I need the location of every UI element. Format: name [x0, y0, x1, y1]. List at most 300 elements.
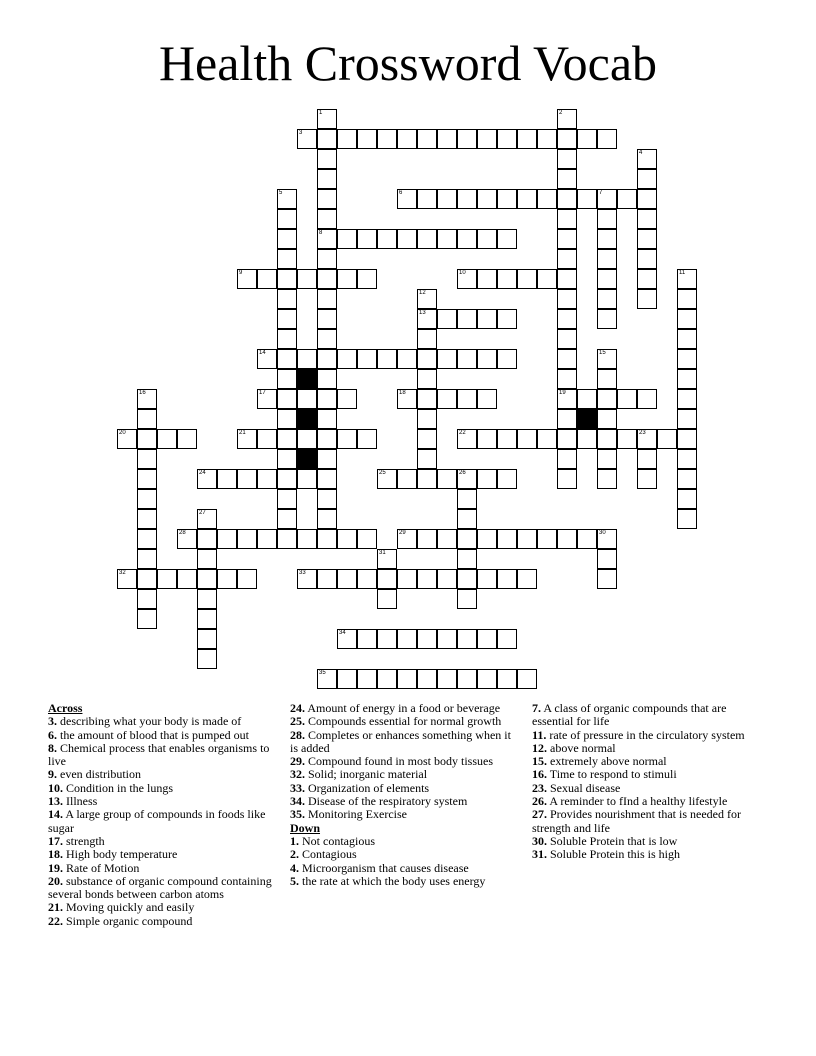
crossword-cell[interactable]: [197, 589, 217, 609]
crossword-cell[interactable]: [317, 389, 337, 409]
crossword-cell[interactable]: [637, 149, 657, 169]
crossword-cell[interactable]: [277, 229, 297, 249]
crossword-cell[interactable]: [257, 469, 277, 489]
crossword-cell[interactable]: [317, 229, 337, 249]
crossword-cell[interactable]: [557, 349, 577, 369]
crossword-cell[interactable]: [317, 169, 337, 189]
crossword-cell[interactable]: [277, 529, 297, 549]
crossword-cell[interactable]: [277, 409, 297, 429]
crossword-cell[interactable]: [597, 549, 617, 569]
crossword-cell[interactable]: [277, 269, 297, 289]
crossword-cell[interactable]: [557, 149, 577, 169]
crossword-cell[interactable]: [517, 429, 537, 449]
crossword-cell[interactable]: [477, 429, 497, 449]
clue-number-label: 18.: [48, 847, 63, 862]
crossword-cell[interactable]: [137, 609, 157, 629]
crossword-cell[interactable]: [517, 269, 537, 289]
crossword-cell[interactable]: [277, 349, 297, 369]
crossword-cell[interactable]: [137, 429, 157, 449]
crossword-cell[interactable]: [437, 529, 457, 549]
crossword-cell[interactable]: [477, 129, 497, 149]
crossword-cell[interactable]: [137, 449, 157, 469]
crossword-cell[interactable]: [317, 469, 337, 489]
crossword-cell[interactable]: [317, 449, 337, 469]
crossword-cell[interactable]: [557, 469, 577, 489]
clue-number-label: 26.: [532, 794, 547, 809]
crossword-cell[interactable]: [237, 529, 257, 549]
crossword-cell[interactable]: [557, 369, 577, 389]
crossword-cell[interactable]: [497, 669, 517, 689]
crossword-cell[interactable]: [417, 129, 437, 149]
crossword-cell[interactable]: [477, 569, 497, 589]
crossword-cell[interactable]: [597, 389, 617, 409]
crossword-cell[interactable]: [477, 629, 497, 649]
across-clue: [48, 782, 276, 795]
crossword-cell[interactable]: [397, 629, 417, 649]
crossword-cell[interactable]: [497, 229, 517, 249]
crossword-cell[interactable]: [297, 129, 317, 149]
crossword-cell[interactable]: [297, 389, 317, 409]
clue-number: 12: [419, 290, 426, 296]
crossword-cell[interactable]: [457, 129, 477, 149]
clue-number: 35: [319, 670, 326, 676]
crossword-cell[interactable]: [377, 349, 397, 369]
crossword-cell[interactable]: [557, 449, 577, 469]
crossword-cell[interactable]: [497, 529, 517, 549]
crossword-cell[interactable]: [137, 469, 157, 489]
crossword-cell[interactable]: [137, 489, 157, 509]
crossword-cell[interactable]: [417, 469, 437, 489]
crossword-cell[interactable]: [517, 189, 537, 209]
crossword-cell[interactable]: [197, 509, 217, 529]
crossword-cell[interactable]: [557, 429, 577, 449]
crossword-cell[interactable]: [277, 449, 297, 469]
crossword-cell[interactable]: [457, 529, 477, 549]
crossword-cell[interactable]: [497, 129, 517, 149]
crossword-cell[interactable]: [477, 469, 497, 489]
crossword-cell[interactable]: [477, 349, 497, 369]
crossword-cell[interactable]: [297, 349, 317, 369]
crossword-cell[interactable]: [457, 269, 477, 289]
crossword-cell[interactable]: [517, 569, 537, 589]
crossword-cell[interactable]: [597, 309, 617, 329]
crossword-cell[interactable]: [597, 349, 617, 369]
across-heading: Across: [48, 701, 83, 715]
crossword-cell[interactable]: [197, 629, 217, 649]
crossword-cell[interactable]: [417, 389, 437, 409]
crossword-cell[interactable]: [457, 229, 477, 249]
crossword-cell[interactable]: [417, 349, 437, 369]
crossword-cell[interactable]: [597, 449, 617, 469]
crossword-cell[interactable]: [357, 129, 377, 149]
crossword-cell[interactable]: [417, 409, 437, 429]
crossword-cell[interactable]: [277, 389, 297, 409]
crossword-cell[interactable]: [637, 429, 657, 449]
crossword-cell[interactable]: [317, 189, 337, 209]
crossword-cell[interactable]: [257, 349, 277, 369]
crossword-cell[interactable]: [437, 569, 457, 589]
crossword-cell[interactable]: [137, 529, 157, 549]
crossword-cell[interactable]: [257, 529, 277, 549]
crossword-cell[interactable]: [137, 589, 157, 609]
crossword-cell[interactable]: [557, 209, 577, 229]
crossword-cell[interactable]: [557, 389, 577, 409]
crossword-cell[interactable]: [337, 629, 357, 649]
crossword-cell[interactable]: [537, 269, 557, 289]
crossword-cell[interactable]: [317, 209, 337, 229]
crossword-cell[interactable]: [477, 189, 497, 209]
crossword-cell[interactable]: [317, 569, 337, 589]
crossword-cell[interactable]: [337, 669, 357, 689]
crossword-cell[interactable]: [317, 349, 337, 369]
clue-number-label: 3.: [48, 714, 57, 729]
crossword-cell[interactable]: [437, 229, 457, 249]
crossword-cell[interactable]: [477, 389, 497, 409]
crossword-cell[interactable]: [177, 529, 197, 549]
crossword-cell[interactable]: [677, 429, 697, 449]
crossword-cell[interactable]: [397, 569, 417, 589]
crossword-cell[interactable]: [377, 629, 397, 649]
crossword-cell[interactable]: [437, 129, 457, 149]
crossword-cell[interactable]: [677, 309, 697, 329]
crossword-cell[interactable]: [417, 289, 437, 309]
crossword-cell[interactable]: [357, 669, 377, 689]
crossword-cell[interactable]: [117, 569, 137, 589]
crossword-cell[interactable]: [577, 389, 597, 409]
crossword-cell[interactable]: [457, 489, 477, 509]
crossword-cell[interactable]: [597, 129, 617, 149]
crossword-cell[interactable]: [337, 129, 357, 149]
crossword-cell[interactable]: [177, 569, 197, 589]
crossword-cell[interactable]: [337, 269, 357, 289]
crossword-cell[interactable]: [597, 189, 617, 209]
crossword-cell[interactable]: [677, 389, 697, 409]
crossword-cell[interactable]: [417, 189, 437, 209]
down-clue: [532, 795, 762, 808]
crossword-cell[interactable]: [137, 509, 157, 529]
crossword-cell[interactable]: [417, 309, 437, 329]
crossword-cell[interactable]: [217, 469, 237, 489]
crossword-cell[interactable]: [457, 569, 477, 589]
crossword-cell[interactable]: [677, 469, 697, 489]
crossword-cell[interactable]: [117, 429, 137, 449]
crossword-cell[interactable]: [397, 349, 417, 369]
crossword-cell[interactable]: [417, 669, 437, 689]
crossword-cell[interactable]: [297, 569, 317, 589]
crossword-cell[interactable]: [517, 529, 537, 549]
crossword-cell[interactable]: [457, 349, 477, 369]
crossword-cell[interactable]: [557, 109, 577, 129]
crossword-cell[interactable]: [497, 309, 517, 329]
crossword-cell[interactable]: [637, 209, 657, 229]
crossword-cell[interactable]: [277, 429, 297, 449]
crossword-cell[interactable]: [337, 569, 357, 589]
crossword-cell[interactable]: [437, 389, 457, 409]
crossword-cell[interactable]: [557, 309, 577, 329]
crossword-cell[interactable]: [377, 129, 397, 149]
clue-number: 24: [199, 470, 206, 476]
crossword-cell[interactable]: [677, 289, 697, 309]
crossword-cell[interactable]: [597, 229, 617, 249]
crossword-cell[interactable]: [557, 529, 577, 549]
crossword-cell[interactable]: [197, 569, 217, 589]
crossword-cell[interactable]: [677, 409, 697, 429]
crossword-cell[interactable]: [357, 629, 377, 649]
crossword-cell[interactable]: [597, 269, 617, 289]
crossword-cell[interactable]: [317, 109, 337, 129]
crossword-cell[interactable]: [377, 669, 397, 689]
crossword-cell[interactable]: [377, 469, 397, 489]
crossword-cell[interactable]: [457, 509, 477, 529]
clue-number-label: 28.: [290, 727, 305, 742]
crossword-cell[interactable]: [137, 409, 157, 429]
crossword-cell[interactable]: [457, 669, 477, 689]
crossword-cell[interactable]: [677, 509, 697, 529]
crossword-cell[interactable]: [337, 229, 357, 249]
crossword-cell[interactable]: [577, 129, 597, 149]
crossword-cell[interactable]: [417, 229, 437, 249]
crossword-cell[interactable]: [377, 589, 397, 609]
crossword-cell[interactable]: [677, 349, 697, 369]
crossword-cell[interactable]: [377, 229, 397, 249]
crossword-cell[interactable]: [217, 529, 237, 549]
crossword-cell[interactable]: [277, 309, 297, 329]
crossword-cell[interactable]: [537, 129, 557, 149]
crossword-cell[interactable]: [237, 429, 257, 449]
crossword-cell[interactable]: [177, 429, 197, 449]
crossword-cell[interactable]: [277, 209, 297, 229]
crossword-cell[interactable]: [557, 329, 577, 349]
crossword-cell[interactable]: [397, 229, 417, 249]
crossword-cell[interactable]: [197, 649, 217, 669]
crossword-cell[interactable]: [437, 629, 457, 649]
crossword-cell[interactable]: [457, 589, 477, 609]
crossword-cell[interactable]: [157, 429, 177, 449]
crossword-cell[interactable]: [457, 309, 477, 329]
crossword-cell[interactable]: [437, 189, 457, 209]
crossword-cell[interactable]: [417, 369, 437, 389]
crossword-cell[interactable]: [637, 269, 657, 289]
crossword-cell[interactable]: [277, 489, 297, 509]
crossword-cell[interactable]: [657, 429, 677, 449]
crossword-cell[interactable]: [677, 369, 697, 389]
crossword-cell[interactable]: [317, 149, 337, 169]
crossword-cell[interactable]: [597, 569, 617, 589]
crossword-cell[interactable]: [577, 429, 597, 449]
crossword-cell[interactable]: [277, 289, 297, 309]
crossword-cell[interactable]: [397, 529, 417, 549]
crossword-cell[interactable]: [357, 569, 377, 589]
crossword-cell[interactable]: [557, 229, 577, 249]
crossword-cell[interactable]: [157, 569, 177, 589]
crossword-cell[interactable]: [397, 669, 417, 689]
crossword-cell[interactable]: [417, 429, 437, 449]
crossword-cell[interactable]: [597, 469, 617, 489]
crossword-cell[interactable]: [517, 129, 537, 149]
crossword-cell[interactable]: [257, 389, 277, 409]
crossword-cell[interactable]: [237, 569, 257, 589]
crossword-cell[interactable]: [317, 509, 337, 529]
crossword-cell[interactable]: [297, 529, 317, 549]
crossword-cell[interactable]: [277, 369, 297, 389]
across-clue: [48, 835, 276, 848]
crossword-cell[interactable]: [377, 569, 397, 589]
crossword-cell[interactable]: [597, 249, 617, 269]
crossword-cell[interactable]: [677, 449, 697, 469]
crossword-cell[interactable]: [317, 669, 337, 689]
crossword-cell[interactable]: [297, 269, 317, 289]
crossword-cell[interactable]: [437, 349, 457, 369]
crossword-cell[interactable]: [277, 469, 297, 489]
clue-number: 22: [459, 430, 466, 436]
crossword-cell[interactable]: [277, 509, 297, 529]
crossword-cell[interactable]: [437, 669, 457, 689]
crossword-cell[interactable]: [497, 469, 517, 489]
crossword-cell[interactable]: [497, 429, 517, 449]
crossword-cell[interactable]: [637, 229, 657, 249]
crossword-cell[interactable]: [217, 569, 237, 589]
crossword-cell[interactable]: [377, 549, 397, 569]
crossword-cell[interactable]: [317, 489, 337, 509]
crossword-cell[interactable]: [617, 189, 637, 209]
crossword-cell[interactable]: [317, 249, 337, 269]
clue-number-label: 16.: [532, 767, 547, 782]
crossword-cell[interactable]: [237, 469, 257, 489]
crossword-cell[interactable]: [317, 129, 337, 149]
crossword-cell[interactable]: [497, 349, 517, 369]
crossword-cell[interactable]: [397, 389, 417, 409]
crossword-cell[interactable]: [337, 349, 357, 369]
crossword-cell[interactable]: [137, 569, 157, 589]
crossword-cell[interactable]: [357, 349, 377, 369]
clue-number-label: 2.: [290, 847, 299, 862]
crossword-cell[interactable]: [397, 129, 417, 149]
crossword-cell[interactable]: [457, 389, 477, 409]
crossword-cell[interactable]: [597, 529, 617, 549]
crossword-cell[interactable]: [397, 469, 417, 489]
crossword-cell[interactable]: [537, 429, 557, 449]
crossword-cell[interactable]: [557, 169, 577, 189]
crossword-cell[interactable]: [317, 289, 337, 309]
crossword-cell[interactable]: [557, 269, 577, 289]
crossword-cell[interactable]: [597, 369, 617, 389]
crossword-cell[interactable]: [577, 529, 597, 549]
crossword-cell[interactable]: [557, 249, 577, 269]
crossword-cell[interactable]: [637, 449, 657, 469]
crossword-cell[interactable]: [577, 189, 597, 209]
crossword-cell[interactable]: [477, 529, 497, 549]
crossword-cell[interactable]: [437, 309, 457, 329]
crossword-cell[interactable]: [597, 289, 617, 309]
crossword-cell[interactable]: [557, 129, 577, 149]
crossword-cell[interactable]: [537, 189, 557, 209]
crossword-cell[interactable]: [597, 409, 617, 429]
crossword-cell[interactable]: [417, 449, 437, 469]
crossword-cell[interactable]: [317, 269, 337, 289]
crossword-cell[interactable]: [237, 269, 257, 289]
crossword-cell[interactable]: [477, 269, 497, 289]
crossword-cell[interactable]: [637, 469, 657, 489]
crossword-cell[interactable]: [617, 389, 637, 409]
crossword-cell[interactable]: [317, 329, 337, 349]
crossword-cell[interactable]: [197, 609, 217, 629]
crossword-cell[interactable]: [397, 189, 417, 209]
crossword-cell[interactable]: [137, 389, 157, 409]
crossword-cell[interactable]: [197, 529, 217, 549]
crossword-cell[interactable]: [417, 329, 437, 349]
crossword-cell[interactable]: [457, 189, 477, 209]
crossword-cell[interactable]: [477, 309, 497, 329]
crossword-cell[interactable]: [297, 429, 317, 449]
crossword-cell[interactable]: [337, 529, 357, 549]
crossword-cell[interactable]: [317, 409, 337, 429]
crossword-cell[interactable]: [637, 189, 657, 209]
crossword-cell[interactable]: [637, 249, 657, 269]
crossword-cell[interactable]: [197, 469, 217, 489]
crossword-cell[interactable]: [137, 549, 157, 569]
crossword-cell[interactable]: [257, 429, 277, 449]
crossword-cell[interactable]: [477, 669, 497, 689]
crossword-cell[interactable]: [557, 189, 577, 209]
crossword-cell[interactable]: [357, 229, 377, 249]
crossword-cell[interactable]: [597, 209, 617, 229]
crossword-cell[interactable]: [457, 549, 477, 569]
crossword-cell[interactable]: [677, 269, 697, 289]
crossword-cell[interactable]: [477, 229, 497, 249]
crossword-cell[interactable]: [537, 529, 557, 549]
crossword-cell[interactable]: [337, 429, 357, 449]
crossword-cell[interactable]: [557, 409, 577, 429]
crossword-cell[interactable]: [297, 469, 317, 489]
clue-number: 3: [299, 130, 303, 136]
crossword-cell[interactable]: [677, 329, 697, 349]
crossword-cell[interactable]: [637, 389, 657, 409]
crossword-cell[interactable]: [317, 429, 337, 449]
clue-number-label: 33.: [290, 780, 305, 795]
crossword-cell[interactable]: [197, 549, 217, 569]
crossword-cell[interactable]: [317, 369, 337, 389]
crossword-cell[interactable]: [497, 189, 517, 209]
crossword-cell[interactable]: [357, 529, 377, 549]
crossword-cell[interactable]: [417, 569, 437, 589]
crossword-cell[interactable]: [277, 189, 297, 209]
crossword-cell[interactable]: [417, 629, 437, 649]
crossword-cell[interactable]: [357, 429, 377, 449]
crossword-cell[interactable]: [677, 489, 697, 509]
crossword-cell[interactable]: [497, 569, 517, 589]
crossword-cell[interactable]: [457, 469, 477, 489]
crossword-cell[interactable]: [317, 529, 337, 549]
crossword-cell[interactable]: [277, 329, 297, 349]
crossword-cell[interactable]: [637, 289, 657, 309]
crossword-cell[interactable]: [497, 269, 517, 289]
crossword-cell[interactable]: [337, 389, 357, 409]
crossword-cell[interactable]: [277, 249, 297, 269]
crossword-cell[interactable]: [457, 629, 477, 649]
crossword-cell[interactable]: [637, 169, 657, 189]
crossword-cell[interactable]: [597, 429, 617, 449]
crossword-cell[interactable]: [517, 669, 537, 689]
crossword-cell[interactable]: [417, 529, 437, 549]
crossword-cell[interactable]: [437, 469, 457, 489]
crossword-cell[interactable]: [497, 629, 517, 649]
crossword-cell[interactable]: [257, 269, 277, 289]
crossword-cell[interactable]: [357, 269, 377, 289]
crossword-cell[interactable]: [317, 309, 337, 329]
crossword-cell[interactable]: [617, 429, 637, 449]
crossword-cell[interactable]: [457, 429, 477, 449]
crossword-cell[interactable]: [557, 289, 577, 309]
